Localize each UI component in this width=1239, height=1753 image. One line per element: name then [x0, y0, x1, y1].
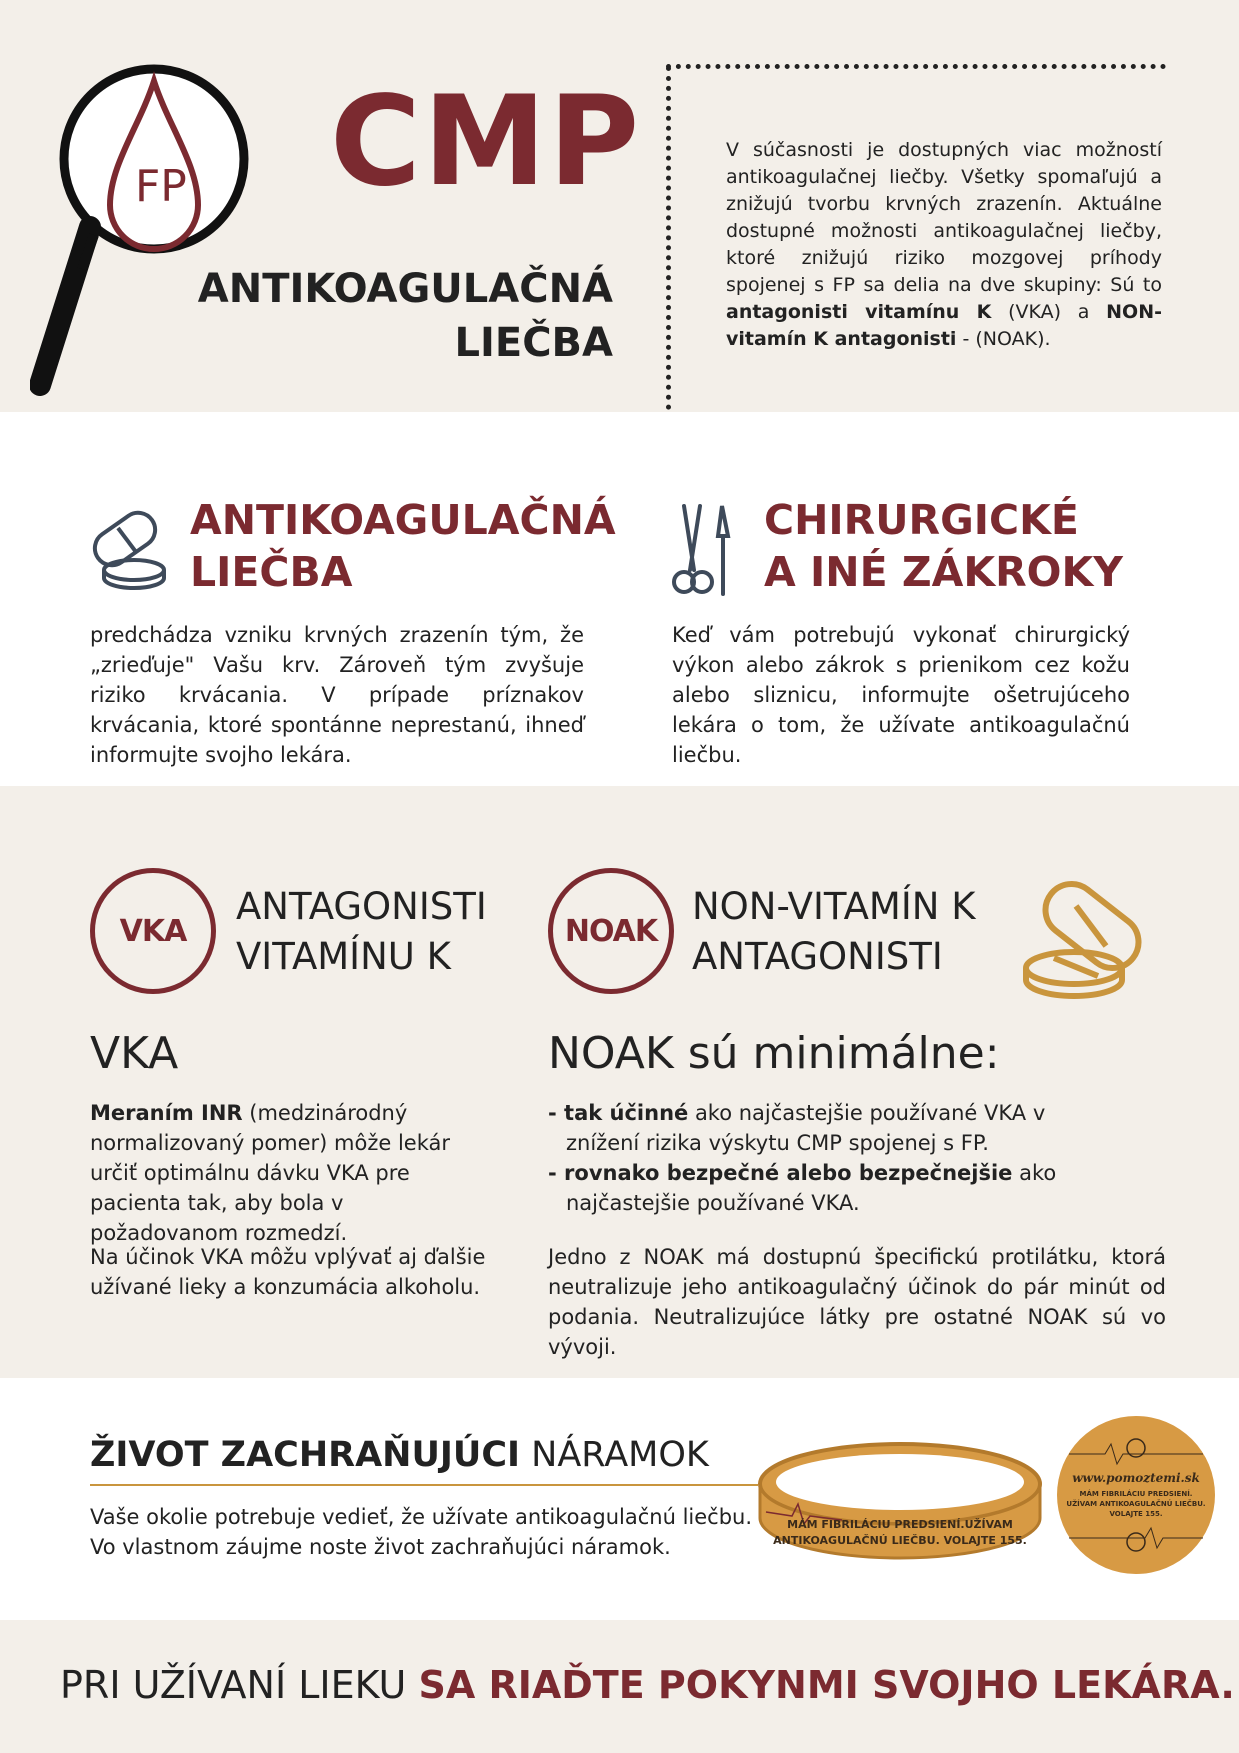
vka-heading: VKA — [90, 1028, 179, 1079]
intro-bold-2: NON-vitamín K antagonisti — [726, 301, 1162, 350]
noak-item-1-text: ako najčastejšie používané VKA v znížení rizika výskytu CMP spojenej s FP. — [566, 1101, 1046, 1155]
logo-f-letter: FP — [135, 161, 187, 212]
vka-text-1 — [90, 1098, 490, 1248]
footer-section — [0, 1620, 1239, 1753]
header-section — [0, 0, 1239, 412]
anticoag-title-line-2: LIEČBA — [190, 548, 353, 596]
intro-text-3: - (NOAK). — [956, 328, 1051, 350]
pill-icon — [88, 508, 168, 592]
noak-item-1-bold: tak účinné — [564, 1101, 689, 1125]
bracelet-badge-image — [1055, 1414, 1217, 1576]
bracelet-band-text-2: ANTIKOAGULAČNÚ LIEČBU. VOLAJTE 155. — [773, 1534, 1027, 1547]
vka-title-line-2: VITAMÍNU K — [236, 935, 451, 978]
anticoag-title — [190, 494, 616, 598]
vka-text-1-rest: (medzinárodný normalizovaný pomer) môže lekár určiť optimálnu dávku VKA pre pacienta tak, aby bola v požadovanom rozmedzí. — [90, 1101, 451, 1245]
page-title: CMP — [330, 70, 642, 214]
subtitle-line-2: LIEČBA — [454, 320, 613, 366]
bracelet-title-rest: NÁRAMOK — [520, 1435, 709, 1475]
dotted-divider-vertical — [666, 66, 671, 410]
badge-line-1: MÁM FIBRILÁCIU PREDSIENÍ. — [1079, 1490, 1193, 1498]
badge-line-2: UŽÍVAM ANTIKOAGULAČNÚ LIEČBU. — [1066, 1500, 1206, 1508]
intro-text-2: (VKA) a — [991, 301, 1107, 323]
list-item: - tak účinné ako najčastejšie používané VKA v znížení rizika výskytu CMP spojenej s FP. — [548, 1101, 1046, 1155]
noak-item-2-bold: rovnako bezpečné alebo bezpečnejšie — [564, 1161, 1013, 1185]
bracelet-title-bold: ŽIVOT ZACHRAŇUJÚCI — [90, 1435, 521, 1475]
intro-paragraph — [726, 137, 1162, 353]
noak-title-line-2: ANTAGONISTI — [692, 935, 943, 978]
drug-groups-section — [0, 786, 1239, 1378]
surgery-title-line-1: CHIRURGICKÉ — [764, 496, 1079, 544]
surgical-tools-icon — [670, 502, 734, 598]
dotted-divider-horizontal — [666, 64, 1166, 69]
vka-text-bold: Meraním INR — [90, 1101, 243, 1125]
list-item: - rovnako bezpečné alebo bezpečnejšie ako najčastejšie používané VKA. — [548, 1161, 1057, 1215]
noak-title — [692, 882, 975, 982]
bracelet-text-line-2: Vo vlastnom záujme noste život zachraňujúci náramok. — [90, 1535, 671, 1559]
bracelet-text — [90, 1502, 760, 1562]
bracelet-section — [0, 1378, 1239, 1620]
intro-bold-1: antagonisti vitamínu K — [726, 301, 992, 323]
footer-text — [60, 1660, 1235, 1710]
vka-badge: VKA — [90, 868, 216, 994]
footer-text-bold: SA RIAĎTE POKYNMI SVOJHO LEKÁRA. — [418, 1663, 1235, 1707]
page-subtitle — [198, 262, 613, 370]
capsule-tablet-icon — [1018, 878, 1154, 1002]
vka-title-line-1: ANTAGONISTI — [236, 885, 487, 928]
vka-title — [236, 882, 487, 982]
bracelet-rule — [90, 1484, 758, 1486]
vka-text-2: Na účinok VKA môžu vplývať aj ďalšie užívané lieky a konzumácia alkoholu. — [90, 1245, 486, 1299]
badge-line-3: VOLAJTE 155. — [1109, 1510, 1163, 1518]
bracelet-text-line-1: Vaše okolie potrebuje vedieť, že užívate antikoagulačnú liečbu. — [90, 1505, 753, 1529]
noak-item-2-text: ako najčastejšie používané VKA. — [566, 1161, 1057, 1215]
bracelet-title — [90, 1432, 709, 1478]
therapy-section — [0, 412, 1239, 786]
bracelet-image — [752, 1424, 1048, 1574]
noak-heading: NOAK sú minimálne: — [548, 1028, 1000, 1079]
surgery-title-line-2: A INÉ ZÁKROKY — [764, 548, 1123, 596]
surgery-text: Keď vám potrebujú vykonať chirurgický výkon alebo zákrok s prienikom cez kožu alebo sliznicu, informujte ošetrujúceho lekára o tom, že užívate antikoagulačnú liečbu. — [672, 623, 1130, 767]
anticoag-title-line-1: ANTIKOAGULAČNÁ — [190, 496, 616, 544]
bracelet-band-text-1: MÁM FIBRILÁCIU PREDSIENÍ.UŽÍVAM — [787, 1518, 1013, 1531]
noak-text: Jedno z NOAK má dostupnú špecifickú protilátku, ktorá neutralizuje jeho antikoagulačný účinok do pár minút od podania. Neutralizujúce látky pre ostatné NOAK sú vo vývoji. — [548, 1245, 1166, 1359]
noak-title-line-1: NON-VITAMÍN K — [692, 885, 976, 928]
subtitle-line-1: ANTIKOAGULAČNÁ — [197, 266, 613, 312]
surgery-title — [764, 494, 1123, 598]
noak-list — [548, 1098, 1068, 1218]
intro-text-1: V súčasnosti je dostupných viac možností antikoagulačnej liečby. Všetky spomaľujú a znižujú tvorbu krvných zrazenín. Aktuálne dostupné možnosti antikoagulačnej liečby, ktoré znižujú riziko mozgovej príhody spojenej s FP sa delia na dve skupiny: Sú to — [726, 139, 1162, 296]
badge-url: www.pomoztemi.sk — [1072, 1471, 1200, 1485]
anticoag-text: predchádza vzniku krvných zrazenín tým, že „zrieďuje" Vašu krv. Zároveň tým zvyšuje riziko krvácania. V prípade príznakov krvácania, ktoré spontánne neprestanú, ihneď informujte svojho lekára. — [90, 623, 584, 767]
footer-text-regular: PRI UŽÍVANÍ LIEKU — [60, 1663, 419, 1707]
noak-badge: NOAK — [548, 868, 674, 994]
